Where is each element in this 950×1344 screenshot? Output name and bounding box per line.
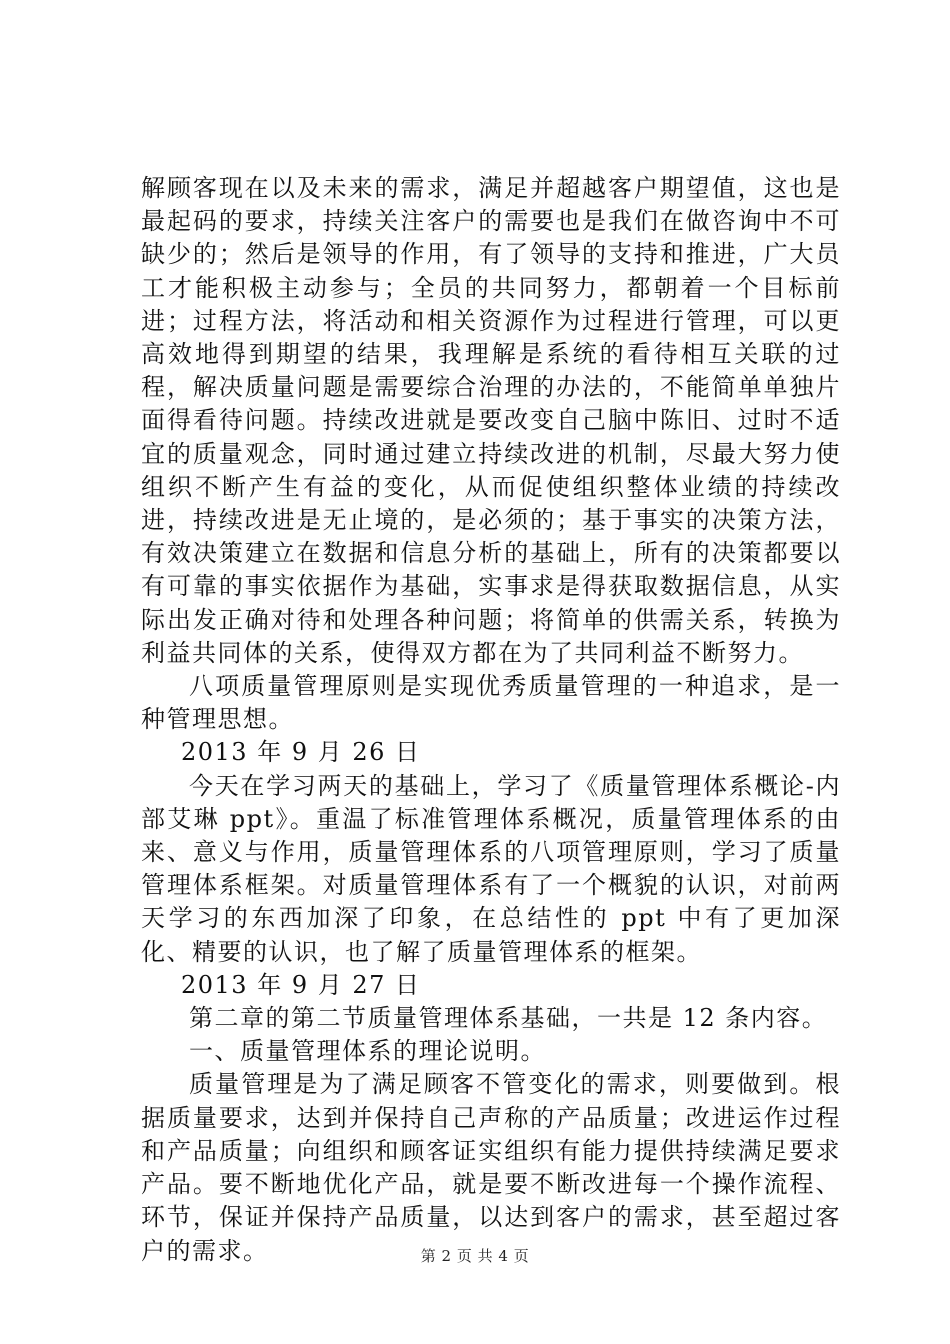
date-heading-sep-26: 2013 年 9 月 26 日 xyxy=(181,738,421,767)
page-footer: 第 2 页 共 4 页 xyxy=(420,1247,530,1265)
paragraph-principles-detail: 解顾客现在以及未来的需求，满足并超越客户期望值，这也是最起码的要求，持续关注客户的需要也是我们在做咨询中不可缺少的；然后是领导的作用，有了领导的支持和推进，广大员工才能积极主动参与；全员的共同努力，都朝着一个目标前进；过程方法，将活动和相关资源作为过程进行管理，可以更高效地得到期望的结果，我理解是系统的看待相互关联的过程，解决质量问题是需要综合治理的办法的，不能简单单独片面得看待问题。持续改进就是要改变自己脑中陈旧、过时不适宜的质量观念，同时通过建立持续改进的机制，尽最大努力使组织不断产生有益的变化，从而促使组织整体业绩的持续改进，持续改进是无止境的，是必须的；基于事实的决策方法，有效决策建立在数据和信息分析的基础上，所有的决策都要以有可靠的事实依据作为基础，实事求是得获取数据信息，从实际出发正确对待和处理各种问题；将简单的供需关系，转换为利益共同体的关系，使得双方都在为了共同利益不断努力。 xyxy=(141,174,841,667)
paragraph-principles-summary: 八项质量管理原则是实现优秀质量管理的一种追求，是一种管理思想。 xyxy=(141,672,841,734)
paragraph-chapter-intro: 第二章的第二节质量管理体系基础，一共是 12 条内容。 xyxy=(189,1004,828,1033)
section-heading-theory: 一、质量管理体系的理论说明。 xyxy=(189,1037,546,1066)
paragraph-quality-management: 质量管理是为了满足顾客不管变化的需求，则要做到。根据质量要求，达到并保持自己声称的产品质量；改进运作过程和产品质量；向组织和顾客证实组织有能力提供持续满足要求产品。要不断地优化产品，就是要不断改进每一个操作流程、环节，保证并保持产品质量，以达到客户的需求，甚至超过客户的需求。 xyxy=(141,1070,841,1265)
date-heading-sep-27: 2013 年 9 月 27 日 xyxy=(181,970,421,999)
paragraph-sep-26-study: 今天在学习两天的基础上，学习了《质量管理体系概论-内部艾琳 ppt》。重温了标准管理体系概况，质量管理体系的由来、意义与作用，质量管理体系的八项管理原则，学习了质量管理体系框架。对质量管理体系有了一个概貌的认识，对前两天学习的东西加深了印象，在总结性的 ppt 中有了更加深化、精要的认识，也了解了质量管理体系的框架。 xyxy=(141,771,841,966)
document-body xyxy=(141,172,841,1268)
